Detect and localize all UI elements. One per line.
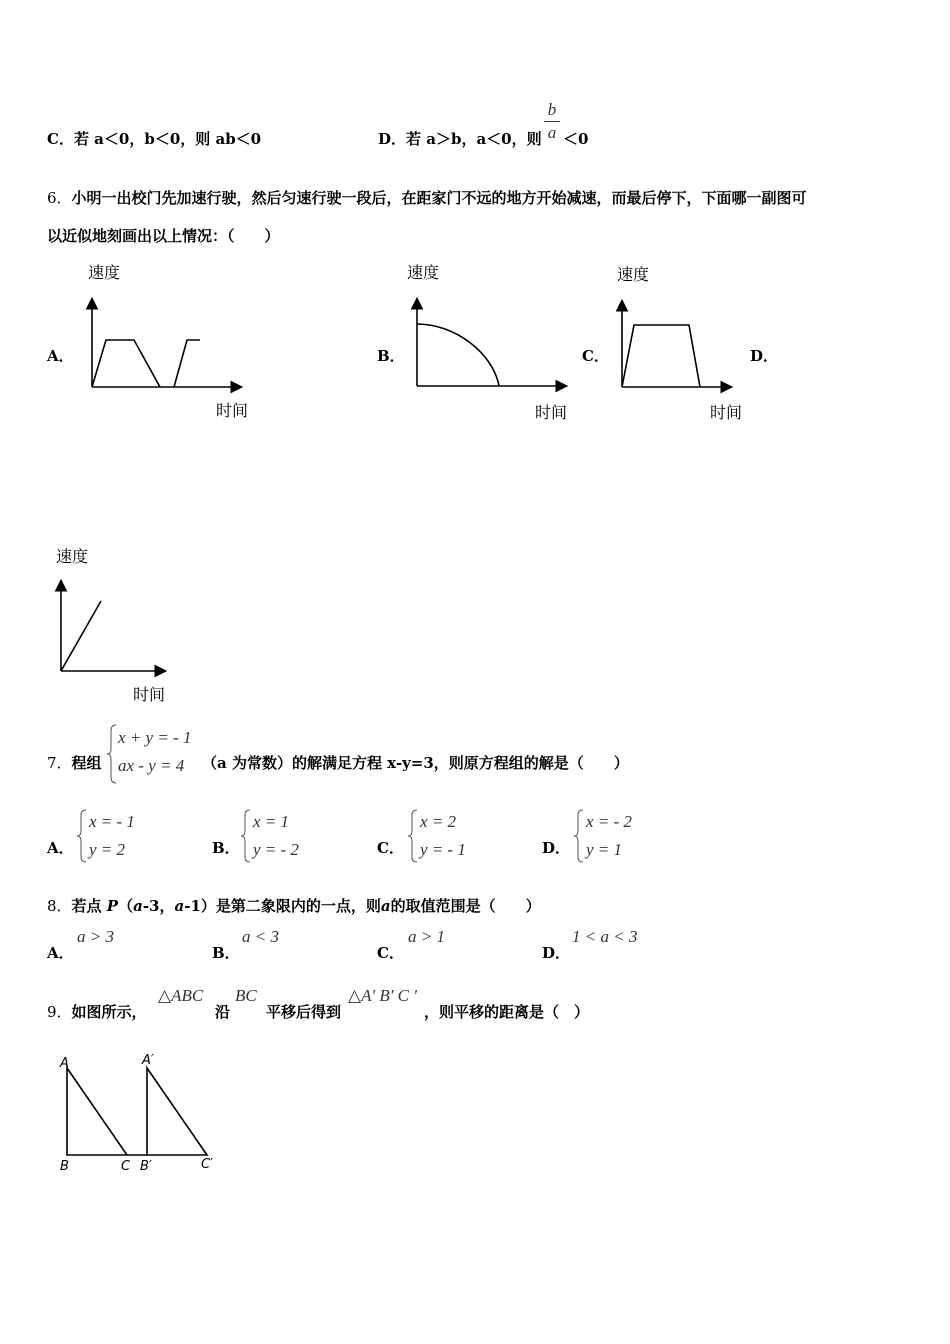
q8-option-b-expr: a < 3 bbox=[242, 927, 279, 946]
option-label: D． bbox=[378, 130, 407, 148]
fraction-b-over-a bbox=[544, 100, 560, 143]
q7-option-c-system bbox=[420, 808, 466, 864]
q7-option-d-system bbox=[586, 808, 632, 864]
q7-option-a-label: A． bbox=[47, 839, 74, 857]
speed-curve bbox=[417, 324, 499, 386]
system-brace bbox=[573, 808, 585, 864]
triangle-abc-shape bbox=[67, 1068, 127, 1155]
q6-option-d-label: D． bbox=[750, 347, 779, 365]
equation-1: x = 1 bbox=[253, 812, 290, 831]
point-name: P bbox=[106, 897, 119, 915]
q6-graph-a bbox=[80, 258, 255, 428]
option-text: 若 a＞b，a＜0，则 bbox=[406, 130, 542, 148]
var-a: a bbox=[380, 897, 391, 915]
fraction-bar bbox=[544, 121, 560, 122]
x-axis-label: 时间 bbox=[216, 401, 249, 420]
triangle-a1b1c1-shape bbox=[147, 1068, 207, 1155]
equation-1: x = 2 bbox=[420, 812, 457, 831]
y-axis-label: 速度 bbox=[617, 265, 650, 284]
side-bc: BC bbox=[235, 986, 257, 1005]
option-label: C． bbox=[47, 130, 74, 148]
q9-text-start bbox=[47, 1001, 147, 1022]
x-axis-label: 时间 bbox=[710, 403, 743, 422]
q7-prefix bbox=[47, 752, 102, 773]
question-text: -3， bbox=[142, 897, 175, 915]
q6-graph-d bbox=[48, 540, 183, 710]
label-a-prime: A′ bbox=[142, 1053, 154, 1068]
question-number: 9． bbox=[47, 1003, 72, 1021]
paren: （ bbox=[118, 897, 134, 915]
var-a: a bbox=[133, 897, 143, 915]
q7-option-c-label: C． bbox=[377, 839, 404, 857]
triangle-a1b1c1: △A' B' C ' bbox=[348, 986, 417, 1005]
option-text: 若 a＜0，b＜0，则 ab＜0 bbox=[73, 130, 262, 148]
q8-option-a-expr: a > 3 bbox=[77, 927, 114, 946]
q5-option-d bbox=[378, 128, 542, 149]
speed-curve bbox=[622, 325, 700, 387]
equation-2: y = 2 bbox=[89, 840, 126, 859]
q9-text-along: 沿 bbox=[215, 1003, 231, 1021]
q7-system bbox=[118, 724, 191, 780]
q9-text-translate: 平移后得到 bbox=[266, 1003, 342, 1021]
system-brace bbox=[76, 808, 88, 864]
q5-option-c bbox=[47, 128, 261, 149]
label-c-prime: C′ bbox=[201, 1157, 214, 1172]
q8-option-c-expr: a > 1 bbox=[408, 927, 445, 946]
q8-text bbox=[47, 895, 541, 916]
label-a: A bbox=[60, 1056, 69, 1071]
q8-option-d-label: D． bbox=[542, 944, 571, 962]
q6-graph-c bbox=[612, 258, 752, 428]
label-b-prime: B′ bbox=[140, 1159, 152, 1174]
q5-option-d-suffix: ＜0 bbox=[563, 130, 589, 148]
q8-option-d-expr: 1 < a < 3 bbox=[572, 927, 638, 946]
equation-1: x = - 1 bbox=[89, 812, 135, 831]
question-text: 若点 bbox=[71, 897, 102, 915]
q7-text: （a 为常数）的解满足方程 x-y=3，则原方程组的解是（ ） bbox=[202, 754, 629, 772]
question-text: 小明一出校门先加速行驶，然后匀速行驶一段后，在距家门不远的地方开始减速，而最后停下，下面哪一副图可 bbox=[71, 189, 807, 207]
x-axis-label: 时间 bbox=[133, 685, 166, 704]
question-text: 如图所示， bbox=[71, 1003, 147, 1021]
q8-option-c-label: C． bbox=[377, 944, 404, 962]
question-text: 的取值范围是（ ） bbox=[390, 897, 541, 915]
system-brace bbox=[407, 808, 419, 864]
equation-1: x = - 2 bbox=[586, 812, 632, 831]
equation-2: y = - 1 bbox=[420, 840, 466, 859]
q6-option-a-label: A． bbox=[47, 347, 74, 365]
q9-translation-figure bbox=[50, 1048, 230, 1178]
q6-option-c-label: C． bbox=[582, 347, 609, 365]
q6-option-b-label: B． bbox=[377, 347, 405, 365]
triangle-abc: △ABC bbox=[158, 986, 204, 1005]
y-axis-label: 速度 bbox=[88, 263, 121, 282]
label-c: C bbox=[121, 1159, 131, 1174]
system-brace bbox=[106, 723, 118, 785]
q7-option-a-system bbox=[89, 808, 135, 864]
fraction-numerator: b bbox=[547, 100, 557, 119]
question-number: 6． bbox=[47, 189, 72, 207]
label-b: B bbox=[60, 1159, 69, 1174]
y-axis-label: 速度 bbox=[56, 547, 89, 566]
fraction-denominator: a bbox=[547, 123, 557, 142]
q6-line2: 以近似地刻画出以上情况：（ ） bbox=[47, 227, 280, 245]
speed-curve bbox=[61, 601, 101, 671]
x-axis-label: 时间 bbox=[535, 403, 568, 422]
equation-2: y = - 2 bbox=[253, 840, 299, 859]
question-number: 8． bbox=[47, 897, 72, 915]
q8-option-a-label: A． bbox=[47, 944, 74, 962]
question-text: -1）是第二象限内的一点，则 bbox=[184, 897, 381, 915]
q8-option-b-label: B． bbox=[212, 944, 240, 962]
q9-text-end: ，则平移的距离是（ ） bbox=[424, 1003, 590, 1021]
equation-2: y = 1 bbox=[586, 840, 623, 859]
q7-option-d-label: D． bbox=[542, 839, 571, 857]
q6-graph-b bbox=[405, 258, 580, 428]
var-a: a bbox=[174, 897, 185, 915]
q7-option-b-label: B． bbox=[212, 839, 240, 857]
q7-option-b-system bbox=[253, 808, 299, 864]
question-number: 7． bbox=[47, 754, 72, 772]
system-brace bbox=[240, 808, 252, 864]
speed-curve-2 bbox=[174, 340, 200, 387]
equation-2: ax - y = 4 bbox=[118, 756, 185, 775]
question-text: 程组 bbox=[71, 754, 102, 772]
y-axis-label: 速度 bbox=[407, 263, 440, 282]
q6-line1 bbox=[47, 187, 807, 208]
equation-1: x + y = - 1 bbox=[118, 728, 192, 747]
speed-curve bbox=[92, 340, 160, 387]
